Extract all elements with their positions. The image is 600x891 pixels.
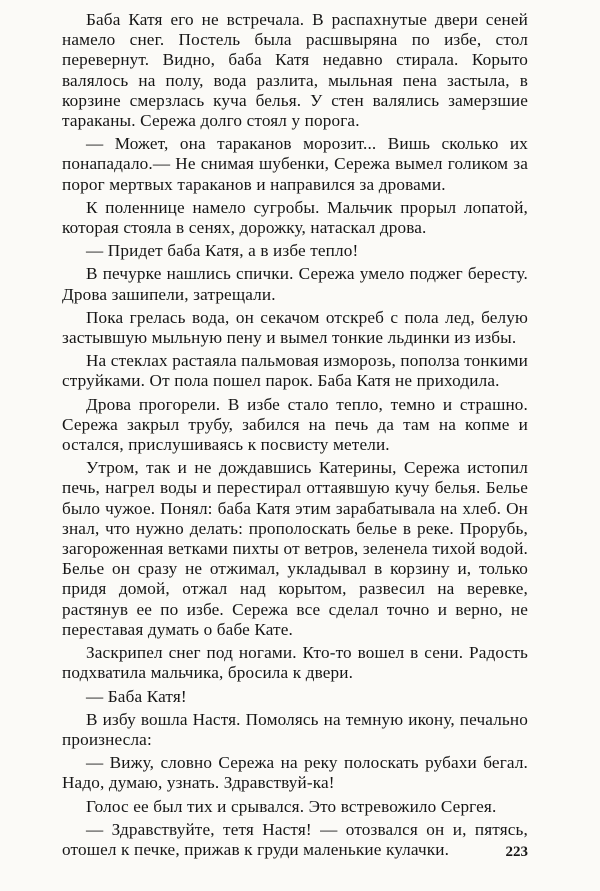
paragraph: Утром, так и не дождавшись Катерины, Сережа истопил печь, нагрел воды и перестирал оттаявшую кучу белья. Белье было чужое. Понял: баба Катя этим зарабатывала на хлеб. Он знал, что нужно делать: прополоскать белье в реке. Прорубь, загороженная ветками пихты от ветров, зеленела тихой водой. Белье он сразу не отжимал, укладывал в корзину и, только придя домой, отжал над корытом, развесил на веревке, растянув ее по избе. Сережа все сделал точно и верно, не переставая думать о бабе Кате. xyxy=(62,458,528,639)
paragraph: — Баба Катя! xyxy=(86,686,187,706)
paragraph: Дрова прогорели. В избе стало тепло, темно и страшно. Сережа закрыл трубу, забился на печь да там на копме и остался, прислушиваясь к посвисту метели. xyxy=(62,394,528,455)
paragraph: — Придет баба Катя, а в избе тепло! xyxy=(86,241,359,261)
paragraph: Пока грелась вода, он секачом отскреб с пола лед, белую застывшую мыльную пену и вымел тонкие льдинки из избы. xyxy=(62,307,528,348)
paragraph: Баба Катя его не встречала. В распахнутые двери сеней намело снег. Постель была расшвыряна по избе, стол перевернут. Видно, баба Катя недавно стирала. Корыто валялось на полу, вода разлита, мыльная пена застыла, в корзине смерзлась куча белья. У стен валялись замерзшие тараканы. Сережа долго стоял у порога. xyxy=(62,10,528,131)
paragraph: — Вижу, словно Сережа на реку полоскать рубахи бегал. Надо, думаю, узнать. Здравствуй-ка! xyxy=(62,753,528,793)
paragraph: На стеклах растаяла пальмовая изморозь, пополза тонкими струйками. От пола пошел парок. Баба Катя не приходила. xyxy=(62,351,528,391)
page-number: 223 xyxy=(505,844,528,860)
body-text xyxy=(62,10,528,863)
paragraph: — Может, она тараканов морозит... Вишь сколько их понападало.— Не снимая шубенки, Сережа вымел голиком за порог мертвых тараканов и направился за дровами. xyxy=(62,134,528,194)
paragraph: Голос ее был тих и срывался. Это встревожило Сергея. xyxy=(86,796,497,816)
paragraph: В избу вошла Настя. Помолясь на темную икону, печально произнесла: xyxy=(62,709,528,749)
paragraph: К поленнице намело сугробы. Мальчик прорыл лопатой, которая стояла в сенях, дорожку, натаскал дрова. xyxy=(62,197,528,238)
paragraph: — Здравствуйте, тетя Настя! — отозвался он и, пятясь, отошел к печке, прижав к груди маленькие кулачки. xyxy=(62,819,528,859)
paragraph: Заскрипел снег под ногами. Кто-то вошел в сени. Радость подхватила мальчика, бросила к двери. xyxy=(62,643,528,683)
paragraph: В печурке нашлись спички. Сережа умело поджег бересту. Дрова зашипели, затрещали. xyxy=(62,264,528,304)
